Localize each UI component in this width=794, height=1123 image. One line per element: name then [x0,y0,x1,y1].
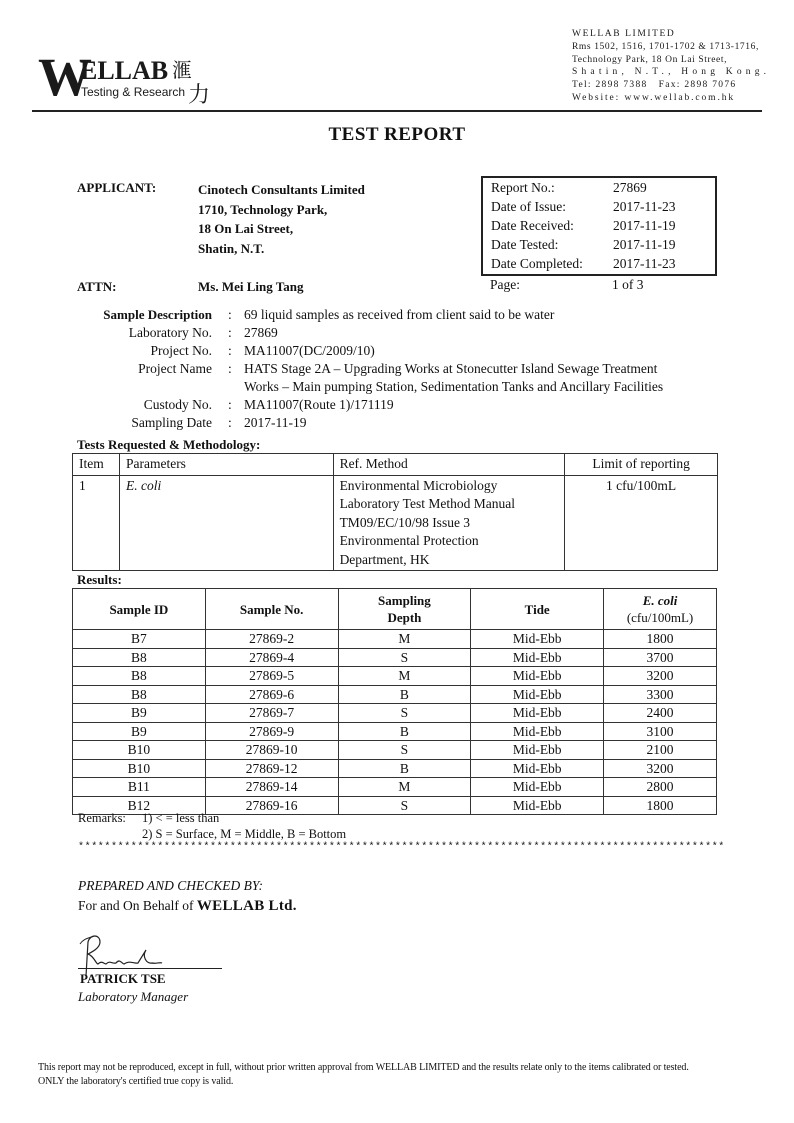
cell-sample-id: B10 [73,741,206,760]
footer-line: This report may not be reproduced, except in full, without prior written approval from WELLAB LIMITED and the results relate only to the items calibrated or tested. [38,1062,689,1073]
results-row [73,648,717,667]
cell-ecoli: 3200 [604,667,717,686]
results-row [73,704,717,723]
header-sample-no: Sample No. [205,589,338,630]
applicant-address-line: Shatin, N.T. [198,240,265,256]
applicant-name: Cinotech Consultants Limited [198,182,365,197]
results-row [73,759,717,778]
cell-sample-no: 27869-12 [205,759,338,778]
cell-sampling-depth: S [338,648,471,667]
cell-sampling-depth: B [338,722,471,741]
sample-description-label: Sample Description [103,307,212,322]
cell-ecoli: 1800 [604,630,717,649]
cell-sample-id: B12 [73,796,206,815]
sample-details [0,307,794,430]
applicant-label: APPLICANT: [77,180,157,195]
logo-tagline: Testing & Research [81,85,186,99]
company-address-line: Technology Park, 18 On Lai Street, [572,54,728,65]
custody-no-value: MA11007(Route 1)/171119 [244,397,394,412]
attn-value: Ms. Mei Ling Tang [198,279,304,294]
cell-ecoli: 2100 [604,741,717,760]
results-table [72,588,717,815]
header-sampling-depth-line2: Depth [387,610,422,625]
header-tide: Tide [471,589,604,630]
cell-sample-id: B8 [73,685,206,704]
remarks [78,811,346,842]
on-behalf-company: WELLAB Ltd. [196,898,297,914]
company-address-line: Shatin, N.T., Hong Kong. [572,67,771,78]
tests-header-limit: Limit of reporting [565,454,718,476]
signature-line [78,968,222,969]
logo-cjk-char-2: 力 [188,83,211,108]
tests-header-ref-method: Ref. Method [333,454,565,476]
sampling-date-label: Sampling Date [131,415,212,430]
cell-sampling-depth: M [338,778,471,797]
cell-sample-no: 27869-2 [205,630,338,649]
cell-ecoli: 2800 [604,778,717,797]
cell-sample-no: 27869-9 [205,722,338,741]
colon: : [228,325,232,340]
cell-sample-id: B10 [73,759,206,778]
applicant-address-line: 18 On Lai Street, [198,221,294,236]
logo-wordmark: ELLAB [80,56,169,85]
laboratory-no-value: 27869 [244,325,278,340]
tests-header-item: Item [73,454,120,476]
ref-method-line: Environmental Microbiology [339,477,498,493]
cell-ecoli: 2400 [604,704,717,723]
results-body [73,630,717,815]
header-ecoli [604,589,717,630]
cell-tide: Mid-Ebb [471,759,604,778]
cell-sampling-depth: S [338,704,471,723]
tests-row [73,475,718,571]
cell-sample-id: B9 [73,722,206,741]
date-completed-value: 2017-11-23 [613,256,676,271]
remark-item: 2) S = Surface, M = Middle, B = Bottom [142,826,347,841]
results-row [73,630,717,649]
attn-label: ATTN: [77,279,117,294]
prepared-by-label: PREPARED AND CHECKED BY: [78,878,263,893]
cell-sample-no: 27869-4 [205,648,338,667]
results-heading: Results: [77,572,122,587]
cell-sample-no: 27869-6 [205,685,338,704]
cell-tide: Mid-Ebb [471,722,604,741]
cell-sample-id: B7 [73,630,206,649]
report-no-label: Report No.: [491,180,555,195]
report-no-value: 27869 [613,180,647,195]
laboratory-no-label: Laboratory No. [128,325,212,340]
tests-header-parameters: Parameters [119,454,333,476]
date-of-issue-label: Date of Issue: [491,199,566,214]
colon: : [228,397,232,412]
cell-ecoli: 3300 [604,685,717,704]
report-info-box [481,176,717,276]
page-number: 1 of 3 [612,277,644,292]
remark-item: 1) < = less than [142,811,220,825]
project-no-value: MA11007(DC/2009/10) [244,343,375,358]
cell-sample-no: 27869-5 [205,667,338,686]
cell-tide: Mid-Ebb [471,704,604,723]
page-label: Page: [490,277,520,292]
cell-tide: Mid-Ebb [471,685,604,704]
results-row [73,685,717,704]
header-ecoli-line1: E. coli [642,593,678,608]
colon: : [228,307,232,322]
company-name: WELLAB LIMITED [572,29,676,39]
cell-sampling-depth: S [338,796,471,815]
company-address-line: Rms 1502, 1516, 1701-1702 & 1713-1716, [572,41,759,52]
company-contact: Tel: 2898 7388 Fax: 2898 7076 [572,80,737,91]
header-sampling-depth-line1: Sampling [378,593,431,608]
on-behalf-of [78,898,297,915]
cell-tide: Mid-Ebb [471,648,604,667]
cell-sampling-depth: S [338,741,471,760]
cell-sample-no: 27869-16 [205,796,338,815]
cell-ecoli: 3100 [604,722,717,741]
cell-tide: Mid-Ebb [471,667,604,686]
tests-table [72,453,718,571]
ref-method-line: TM09/EC/10/98 Issue 3 [339,514,471,530]
colon: : [228,415,232,430]
test-limit: 1 cfu/100mL [565,475,718,571]
cell-tide: Mid-Ebb [471,796,604,815]
header-ecoli-unit: (cfu/100mL) [626,610,694,625]
tests-header-row [73,454,718,476]
colon: : [228,361,232,376]
project-name-value: HATS Stage 2A – Upgrading Works at Stonecutter Island Sewage Treatment [244,361,658,376]
project-name-value-cont: Works – Main pumping Station, Sedimentation Tanks and Ancillary Facilities [244,379,664,394]
cell-ecoli: 3200 [604,759,717,778]
header-divider [32,110,762,112]
signer-title: Laboratory Manager [78,989,189,1004]
ref-method-line: Laboratory Test Method Manual [339,496,515,511]
footer-disclaimer [38,1061,689,1089]
date-received-label: Date Received: [491,218,574,233]
date-received-value: 2017-11-19 [613,218,676,233]
results-row [73,667,717,686]
results-row [73,722,717,741]
project-no-label: Project No. [150,343,212,358]
cell-sample-no: 27869-7 [205,704,338,723]
test-item-number: 1 [73,475,120,571]
cell-sample-no: 27869-14 [205,778,338,797]
colon: : [228,343,232,358]
signer-name: PATRICK TSE [80,971,166,986]
project-name-label: Project Name [138,361,212,376]
remarks-label: Remarks: [78,811,126,825]
sample-description-value: 69 liquid samples as received from client said to be water [244,307,555,322]
date-tested-value: 2017-11-19 [613,237,676,252]
results-header-row [73,589,717,630]
cell-ecoli: 1800 [604,796,717,815]
cell-tide: Mid-Ebb [471,630,604,649]
separator-line: ************************************************************************************************** [78,842,725,853]
sampling-date-value: 2017-11-19 [244,415,307,430]
cell-sample-id: B8 [73,648,206,667]
document-title: TEST REPORT [328,124,466,145]
cell-sampling-depth: M [338,667,471,686]
company-address-block [572,28,770,105]
header-sampling-depth [338,589,471,630]
cell-tide: Mid-Ebb [471,778,604,797]
cell-sampling-depth: M [338,630,471,649]
cell-sampling-depth: B [338,685,471,704]
applicant-address-line: 1710, Technology Park, [198,201,328,217]
cell-sample-id: B8 [73,667,206,686]
tests-heading: Tests Requested & Methodology: [77,437,261,452]
date-tested-label: Date Tested: [491,237,559,252]
test-ref-method [333,475,565,571]
results-row [73,778,717,797]
logo-cjk-char-1: 滙 [172,58,192,82]
on-behalf-prefix: For and On Behalf of [78,898,197,913]
footer-line: ONLY the laboratory's certified true copy is valid. [38,1076,234,1087]
cell-sample-id: B11 [73,778,206,797]
cell-sample-no: 27869-10 [205,741,338,760]
date-of-issue-value: 2017-11-23 [613,199,676,214]
cell-ecoli: 3700 [604,648,717,667]
applicant-address [198,180,365,258]
logo-initial: W [38,47,90,107]
results-row [73,741,717,760]
header-sample-id: Sample ID [73,589,206,630]
custody-no-label: Custody No. [143,397,212,412]
test-parameter: E. coli [119,475,333,571]
cell-tide: Mid-Ebb [471,741,604,760]
date-completed-label: Date Completed: [491,256,583,271]
company-website: Website: www.wellab.com.hk [572,92,736,103]
cell-sampling-depth: B [338,759,471,778]
ref-method-line: Environmental Protection [339,533,479,548]
ref-method-line: Department, HK [339,551,430,567]
cell-sample-id: B9 [73,704,206,723]
